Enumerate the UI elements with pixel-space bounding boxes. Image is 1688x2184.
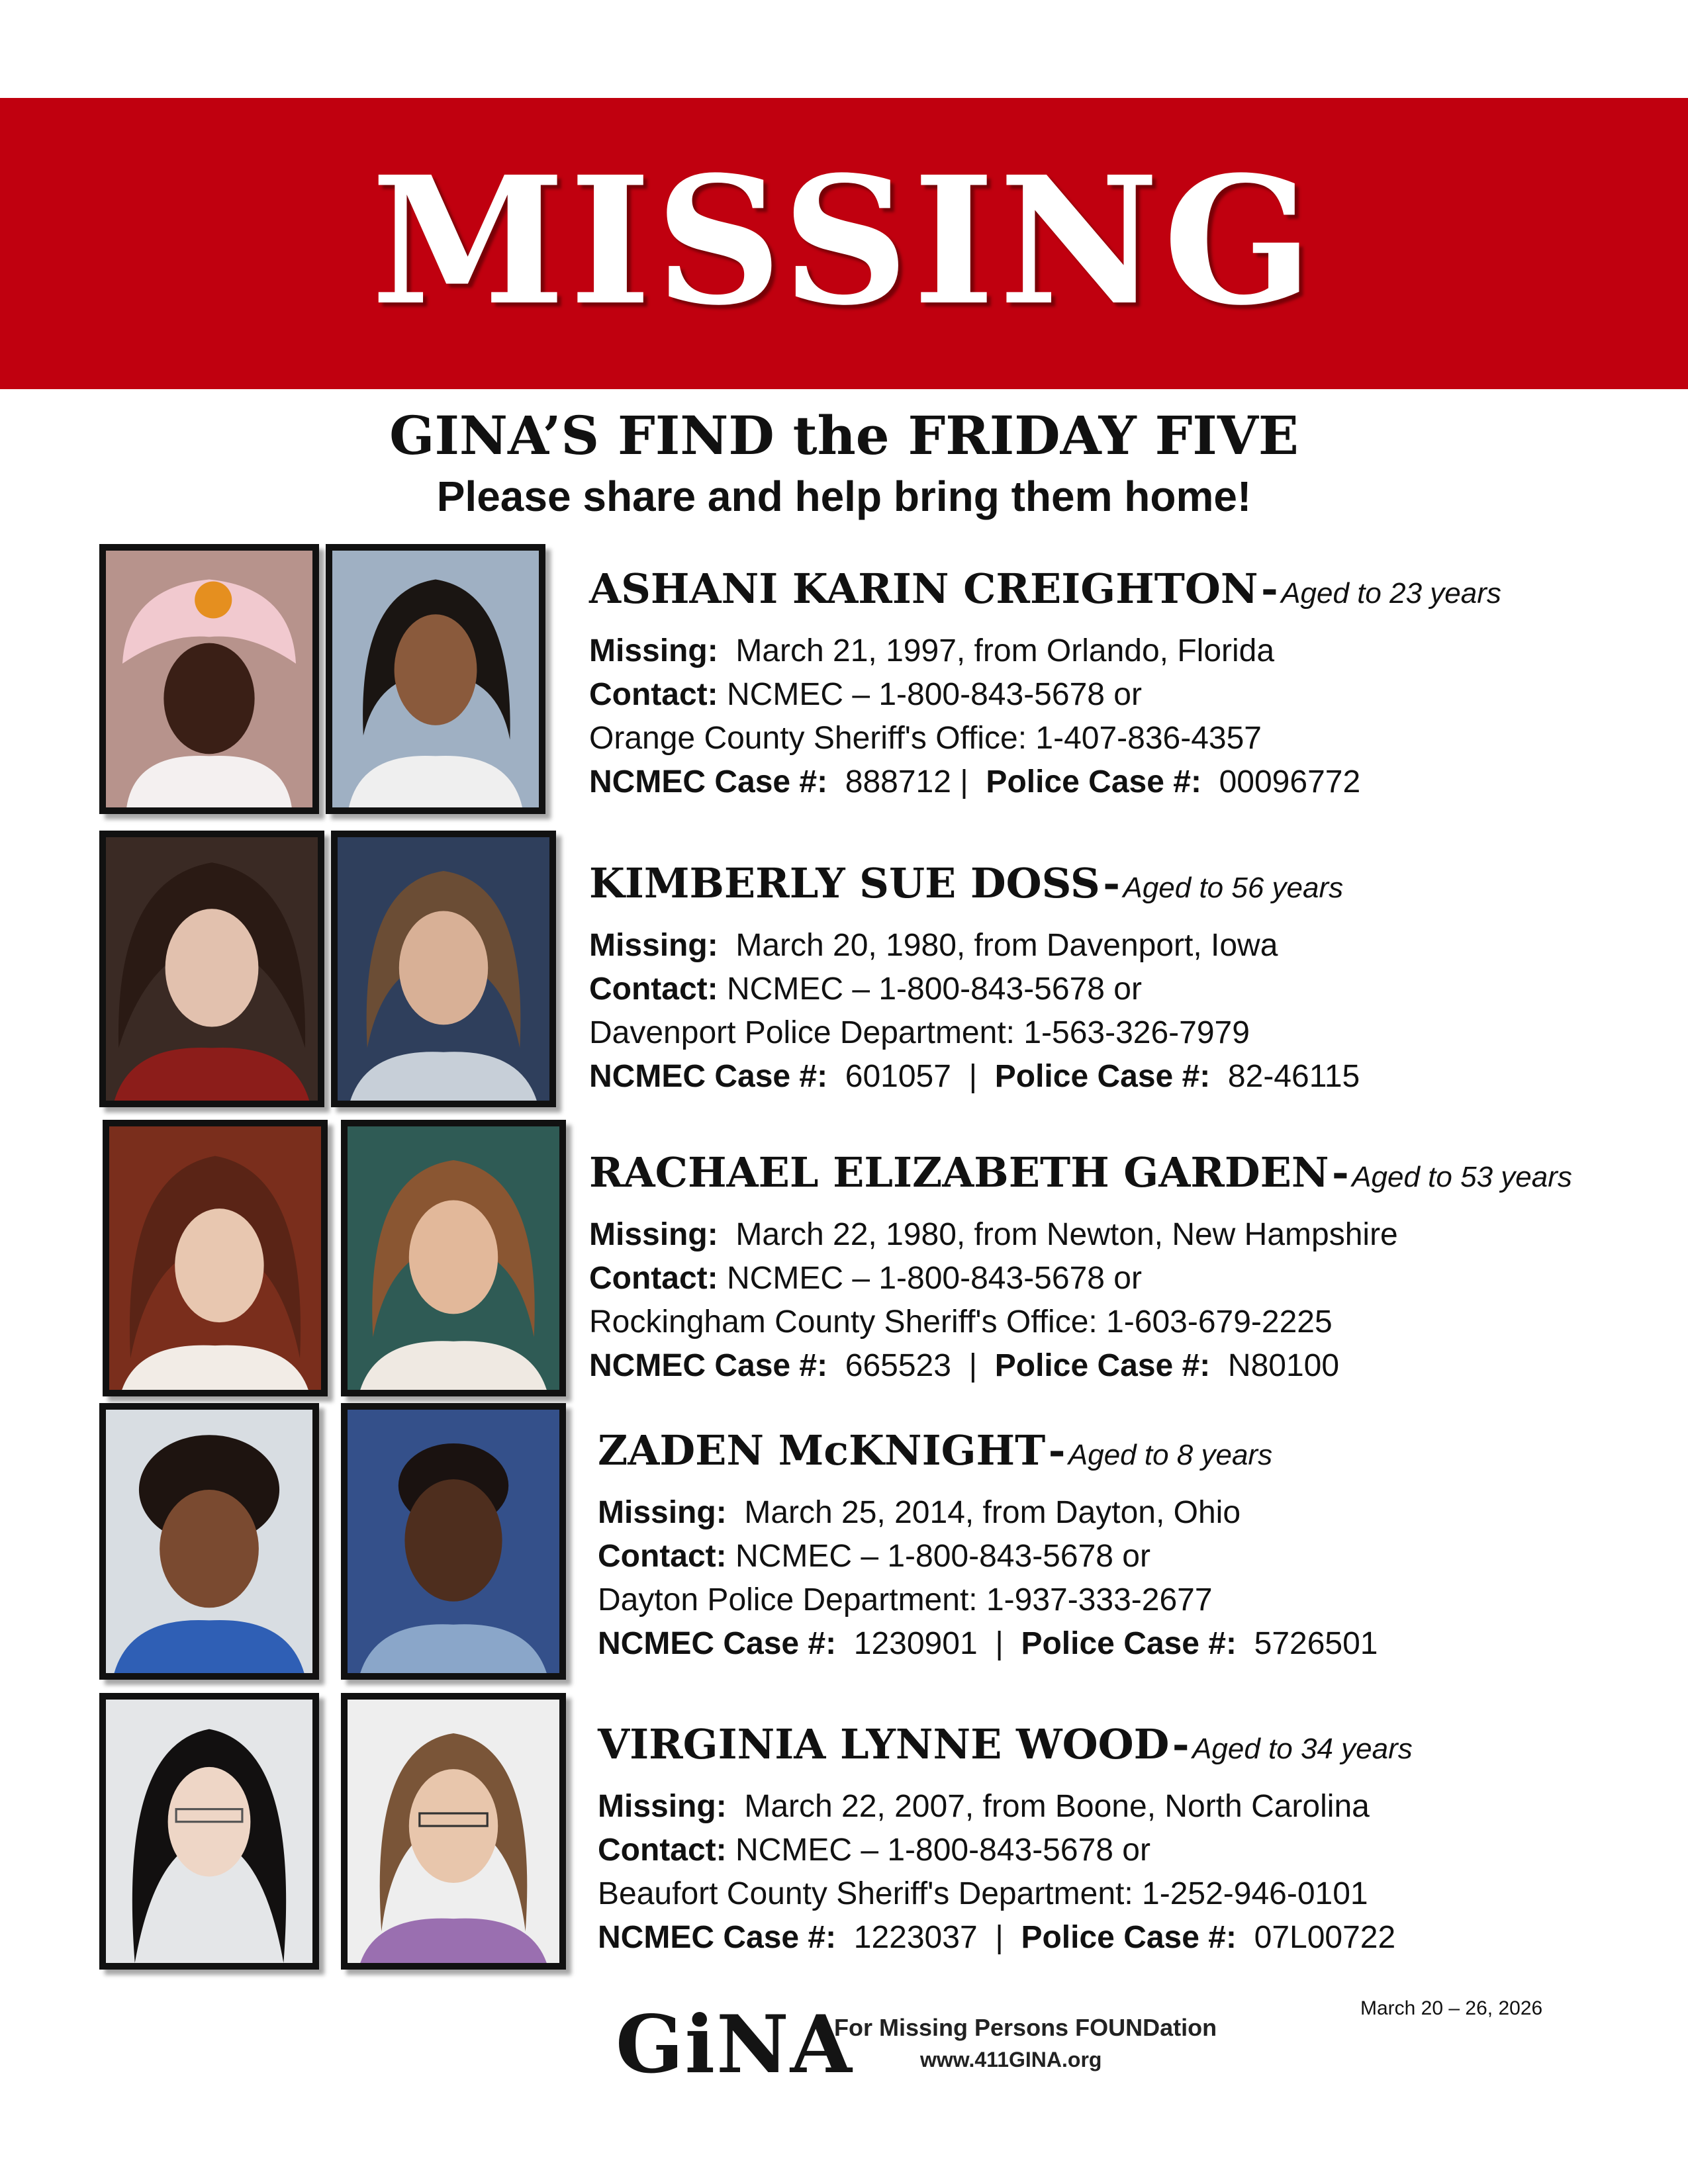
photo-now-rachael (341, 1120, 566, 1396)
contact-agency: Davenport Police Department: 1-563-326-7979 (589, 1015, 1250, 1050)
gina-foundation-logo (616, 1998, 1217, 2091)
case-separator: | (995, 1626, 1004, 1661)
case-separator: | (968, 1348, 978, 1383)
contact-label: Contact: (589, 677, 718, 712)
missing-label: Missing: (598, 1789, 727, 1824)
person-name: VIRGINIA LYNNE WOOD (598, 1720, 1170, 1768)
ncmec-case-label: NCMEC Case #: (589, 764, 828, 799)
aged-to: Aged to 56 years (1123, 872, 1344, 904)
missing-line (589, 1213, 1572, 1257)
missing-label: Missing: (589, 633, 718, 668)
person-entry-virginia (598, 1715, 1413, 1960)
photo-now-kimberly (331, 831, 556, 1107)
person-name: KIMBERLY SUE DOSS (589, 859, 1100, 907)
aged-to: Aged to 23 years (1281, 577, 1501, 610)
contact-ncmec: NCMEC – 1-800-843-5678 or (727, 677, 1142, 712)
contact-label: Contact: (598, 1833, 727, 1868)
contact-label: Contact: (598, 1539, 727, 1574)
name-dash: - (1172, 1720, 1190, 1768)
missing-value: March 22, 1980, from Newton, New Hampshire (735, 1217, 1398, 1252)
police-case-value: 82-46115 (1227, 1059, 1360, 1094)
name-line (598, 1715, 1413, 1785)
name-dash: - (1261, 565, 1278, 613)
photo-then-zaden (99, 1403, 319, 1680)
page-subhead: Please share and help bring them home! (436, 473, 1252, 520)
case-line (589, 760, 1501, 804)
photo-now-ashani (326, 544, 545, 814)
ncmec-case-value: 601057 (845, 1059, 951, 1094)
name-dash: - (1048, 1426, 1066, 1475)
person-entry-zaden (598, 1422, 1378, 1666)
police-case-value: 07L00722 (1254, 1920, 1396, 1955)
person-entry-rachael (589, 1144, 1572, 1388)
missing-line (598, 1785, 1413, 1829)
missing-label: Missing: (589, 928, 718, 963)
missing-value: March 22, 2007, from Boone, North Carolina (744, 1789, 1370, 1824)
aged-to: Aged to 8 years (1068, 1439, 1273, 1471)
contact-line (589, 673, 1501, 717)
contact-line (598, 1829, 1413, 1872)
name-line (589, 854, 1360, 924)
contact-agency: Beaufort County Sheriff's Department: 1-252-946-0101 (598, 1876, 1368, 1911)
contact-agency: Rockingham County Sheriff's Office: 1-603-679-2225 (589, 1304, 1333, 1340)
photo-then-rachael (103, 1120, 328, 1396)
photo-then-kimberly (99, 831, 324, 1107)
contact-agency: Dayton Police Department: 1-937-333-2677 (598, 1582, 1213, 1617)
photo-now-zaden (341, 1403, 566, 1680)
police-case-value: 00096772 (1219, 764, 1361, 799)
police-case-label: Police Case #: (994, 1059, 1211, 1094)
ncmec-case-label: NCMEC Case #: (589, 1059, 828, 1094)
date-range: March 20 – 26, 2026 (1360, 1997, 1543, 2019)
contact-label: Contact: (589, 972, 718, 1007)
gina-logo-text: GiNA (616, 1998, 853, 2091)
aged-to: Aged to 34 years (1192, 1733, 1413, 1765)
foundation-name: For Missing Persons FOUNDation (834, 2014, 1217, 2041)
case-separator: | (995, 1920, 1004, 1955)
missing-line (589, 924, 1360, 968)
person-entry-kimberly (589, 854, 1360, 1099)
case-line (589, 1344, 1572, 1388)
person-name: RACHAEL ELIZABETH GARDEN (589, 1148, 1329, 1197)
name-dash: - (1332, 1148, 1349, 1197)
police-case-value: 5726501 (1254, 1626, 1378, 1661)
person-name: ZADEN McKNIGHT (598, 1426, 1046, 1475)
photo-now-virginia (341, 1693, 566, 1970)
aged-to: Aged to 53 years (1352, 1161, 1572, 1193)
page-headline: GINA’S FIND the FRIDAY FIVE (389, 404, 1299, 467)
contact-ncmec: NCMEC – 1-800-843-5678 or (727, 1261, 1142, 1296)
missing-value: March 25, 2014, from Dayton, Ohio (744, 1495, 1241, 1530)
ncmec-case-value: 1230901 (853, 1626, 978, 1661)
name-line (589, 560, 1501, 629)
police-case-value: N80100 (1227, 1348, 1340, 1383)
police-case-label: Police Case #: (986, 764, 1201, 799)
contact-ncmec: NCMEC – 1-800-843-5678 or (735, 1539, 1150, 1574)
missing-label: Missing: (589, 1217, 718, 1252)
police-case-label: Police Case #: (994, 1348, 1211, 1383)
contact-line (589, 968, 1360, 1011)
contact-ncmec: NCMEC – 1-800-843-5678 or (727, 972, 1142, 1007)
missing-label: Missing: (598, 1495, 727, 1530)
contact-ncmec: NCMEC – 1-800-843-5678 or (735, 1833, 1150, 1868)
photo-then-ashani (99, 544, 319, 814)
missing-value: March 20, 1980, from Davenport, Iowa (735, 928, 1278, 963)
police-case-label: Police Case #: (1021, 1920, 1237, 1955)
case-separator: | (960, 764, 968, 799)
case-line (589, 1055, 1360, 1099)
person-entry-ashani (589, 560, 1501, 804)
contact-agency: Orange County Sheriff's Office: 1-407-836-4357 (589, 721, 1262, 756)
contact-line (598, 1535, 1378, 1578)
contact-line (589, 1257, 1572, 1300)
name-line (589, 1144, 1572, 1213)
person-name: ASHANI KARIN CREIGHTON (589, 565, 1258, 613)
contact-label: Contact: (589, 1261, 718, 1296)
ncmec-case-label: NCMEC Case #: (598, 1920, 837, 1955)
missing-value: March 21, 1997, from Orlando, Florida (735, 633, 1275, 668)
case-line (598, 1622, 1378, 1666)
banner-title: MISSING (371, 138, 1317, 344)
ncmec-case-label: NCMEC Case #: (589, 1348, 828, 1383)
photo-then-virginia (99, 1693, 319, 1970)
police-case-label: Police Case #: (1021, 1626, 1237, 1661)
case-separator: | (968, 1059, 978, 1094)
ncmec-case-value: 665523 (845, 1348, 951, 1383)
missing-line (589, 629, 1501, 673)
name-line (598, 1422, 1378, 1491)
foundation-website: www.411GINA.org (920, 2048, 1102, 2071)
ncmec-case-value: 888712 (845, 764, 951, 799)
missing-line (598, 1491, 1378, 1535)
name-dash: - (1103, 859, 1121, 907)
ncmec-case-label: NCMEC Case #: (598, 1626, 837, 1661)
ncmec-case-value: 1223037 (853, 1920, 978, 1955)
case-line (598, 1916, 1413, 1960)
